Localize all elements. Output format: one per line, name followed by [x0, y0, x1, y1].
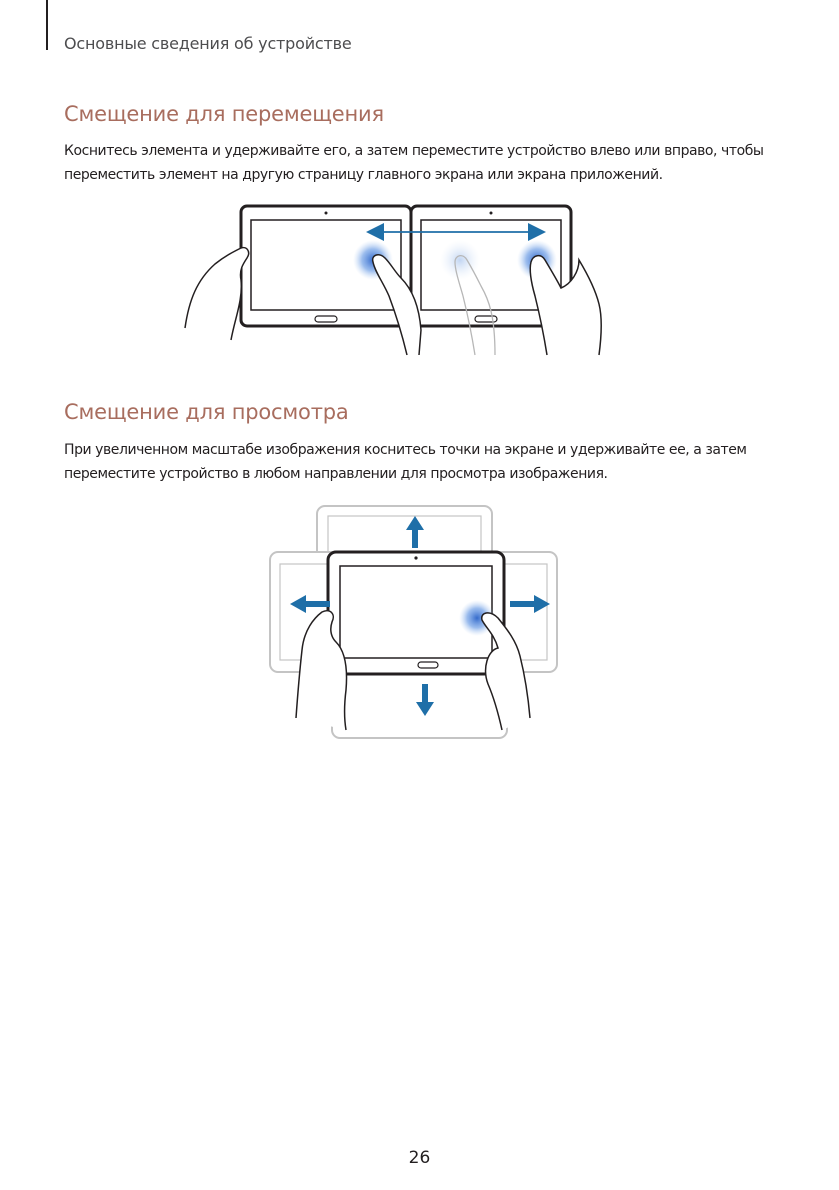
section-text-pan: При увеличенном масштабе изображения коснитесь точки на экране и удерживайте ее, а затем переместите устройство в любом направлении для просмотра изображения.: [64, 442, 747, 482]
tablet-pan-illustration: [262, 500, 572, 745]
touch-glow-faint: [440, 240, 480, 280]
running-header: Основные сведения об устройстве: [64, 34, 352, 53]
page-number: 26: [408, 1148, 431, 1168]
section-title-move: Смещение для перемещения: [64, 102, 384, 126]
section-title-pan: Смещение для просмотра: [64, 400, 349, 424]
section-text-move: Коснитесь элемента и удерживайте его, а затем переместите устройство влево или вправо, чтобы переместить элемент на другую страницу главного экрана или экрана приложений.: [64, 143, 764, 183]
tablet-move-illustration: [175, 200, 615, 360]
left-hand: [185, 248, 249, 340]
margin-rule: [46, 0, 48, 50]
